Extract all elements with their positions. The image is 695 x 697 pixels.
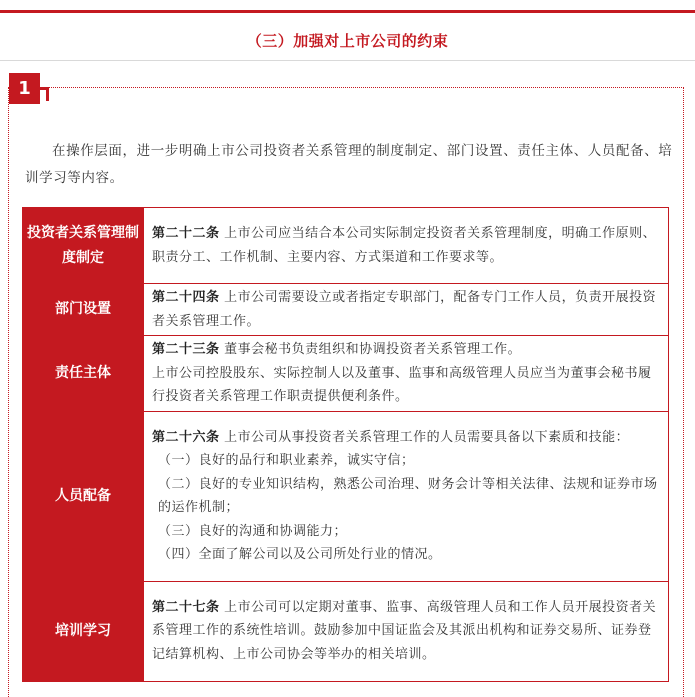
row-label: 部门设置 [23,284,144,336]
article-text: 上市公司需要设立或者指定专职部门，配备专门工作人员，负责开展投资者关系管理工作。 [152,290,657,329]
top-red-rule [0,10,695,13]
row-content [144,411,669,581]
rules-table [22,207,669,682]
row-label: 责任主体 [23,336,144,412]
table-row [23,284,669,336]
article-number: 第二十四条 [152,290,220,305]
article-text: 上市公司从事投资者关系管理工作的人员需要具备以下素质和技能： [219,429,630,445]
list-item: （三）良好的沟通和协调能力； [158,523,348,539]
title-divider [0,60,695,61]
table-row [23,411,669,581]
row-label: 培训学习 [23,581,144,681]
list-item: （四）全面了解公司以及公司所处行业的情况。 [158,547,442,562]
article-text: 董事会秘书负责组织和协调投资者关系管理工作。 [219,342,522,357]
row-content [144,336,669,412]
article-text: 上市公司应当结合本公司实际制定投资者关系管理制度，明确工作原则、职责分工、工作机制、主要内容、方式渠道和工作要求等。 [152,226,657,265]
row-label: 人员配备 [23,411,144,581]
section-title: （三）加强对上市公司的约束 [246,32,449,50]
list-item: （一）良好的品行和职业素养，诚实守信； [158,453,415,468]
article-number: 第二十六条 [152,429,220,445]
article-number: 第二十二条 [152,226,220,241]
badge-corner-mark-vertical [46,87,49,101]
row-content [144,208,669,284]
article-paragraph: 上市公司控股股东、实际控制人以及董事、监事和高级管理人员应当为董事会秘书履行投资者关系管理工作职责提供便利条件。 [152,365,652,404]
table-row [23,208,669,284]
article-text: 上市公司可以定期对董事、监事、高级管理人员和工作人员开展投资者关系管理工作的系统性培训。鼓励参加中国证监会及其派出机构和证券交易所、证券登记结算机构、上市公司协会等举办的相关培训。 [152,599,657,662]
article-number: 第二十七条 [152,599,220,615]
table-row [23,336,669,412]
row-content [144,581,669,681]
row-content [144,284,669,336]
article-number: 第二十三条 [152,342,220,357]
table-row [23,581,669,681]
intro-paragraph: 在操作层面，进一步明确上市公司投资者关系管理的制度制定、部门设置、责任主体、人员配备、培训学习等内容。 [25,142,673,186]
list-item: （二）良好的专业知识结构，熟悉公司治理、财务会计等相关法律、法规和证券市场的运作机制； [158,476,658,515]
row-label: 投资者关系管理制度制定 [23,208,144,284]
number-badge: 1 [9,73,40,104]
